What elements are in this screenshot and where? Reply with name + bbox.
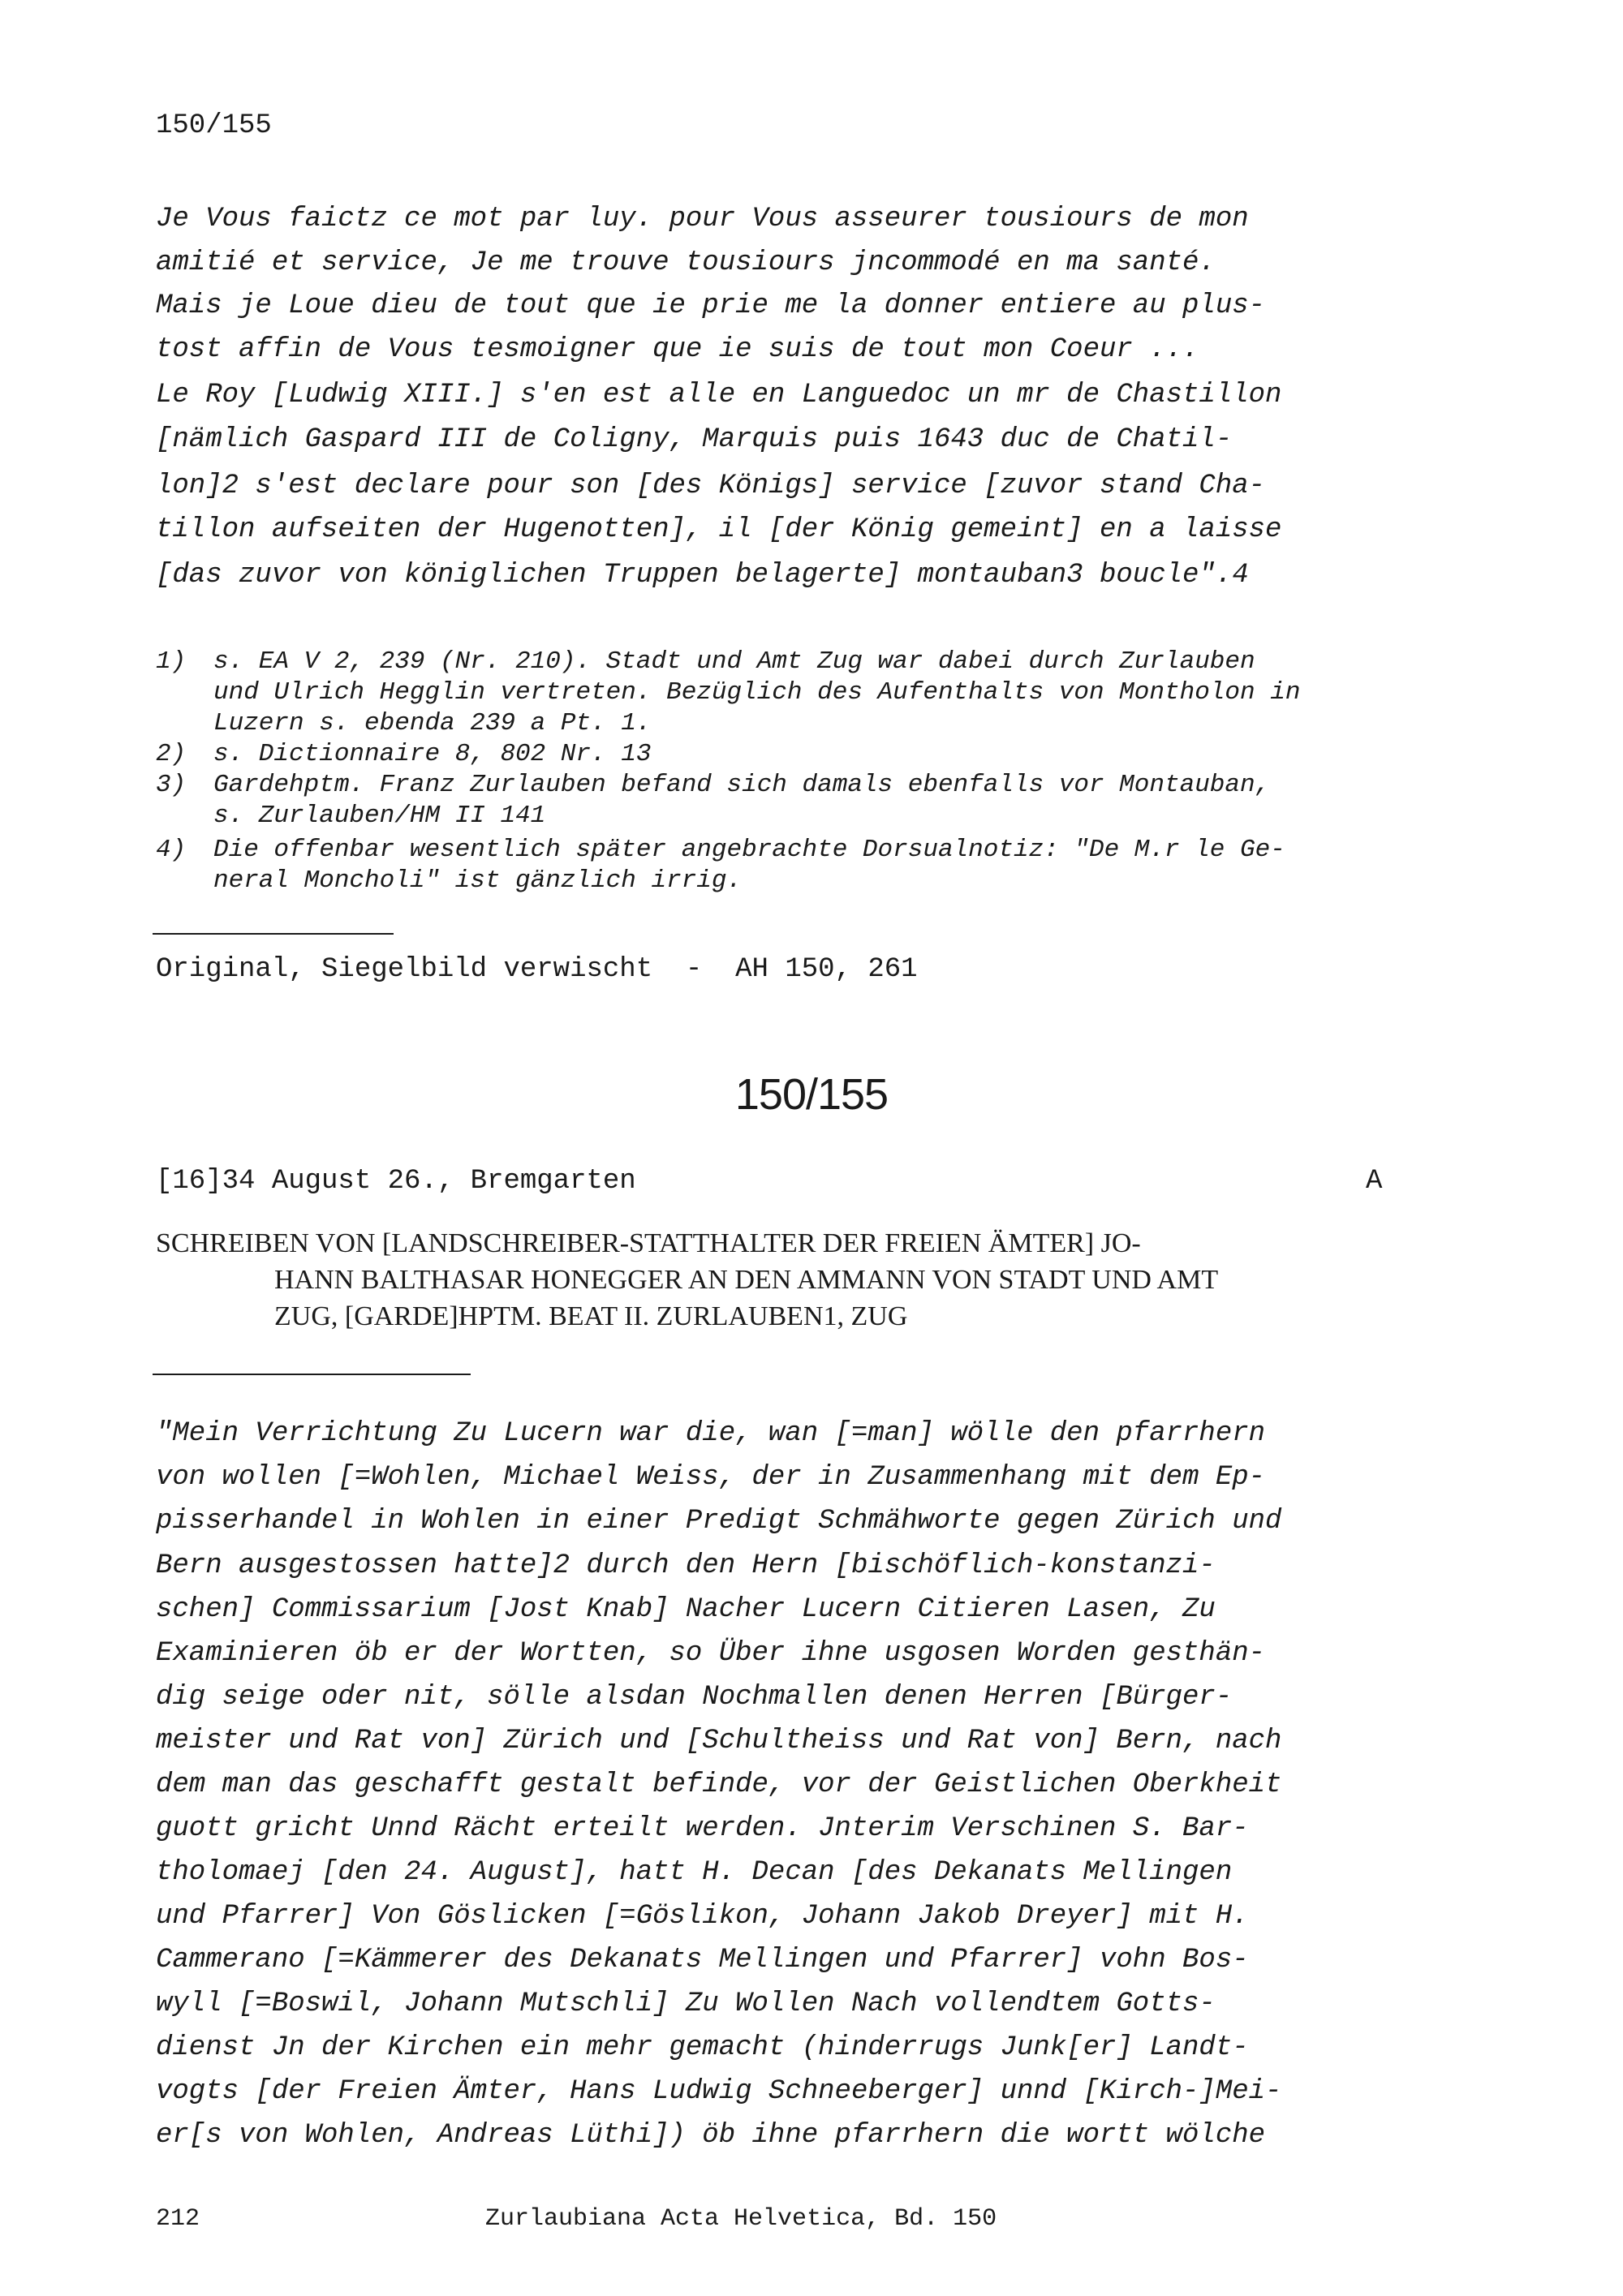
text-line: tost affin de Vous tesmoigner que ie suis de tout mon Coeur ...: [156, 334, 1199, 365]
text-line: amitié et service, Je me trouve tousiours jncommodé en ma santé.: [156, 247, 1216, 278]
text-line: Examinieren öb er der Wortten, so Über ihne usgosen Worden gesthän-: [156, 1638, 1266, 1669]
heading-line: HANN BALTHASAR HONEGGER AN DEN AMMANN VON STADT UND AMT: [274, 1265, 1219, 1295]
heading-line: SCHREIBEN VON [LANDSCHREIBER-STATTHALTER DER FREIEN ÄMTER] JO-: [156, 1228, 1141, 1258]
text-line: Je Vous faictz ce mot par luy. pour Vous asseurer tousiours de mon: [156, 204, 1249, 234]
classification: A: [1366, 1166, 1383, 1197]
text-line: tholomaej [den 24. August], hatt H. Decan [des Dekanats Mellingen: [156, 1857, 1233, 1888]
footnote-line: s. Zurlauben/HM II 141: [213, 802, 546, 830]
text-line: guott gricht Unnd Rächt erteilt werden. Jnterim Verschinen S. Bar-: [156, 1813, 1249, 1844]
page-label: 150/155: [156, 110, 272, 141]
text-line: [das zuvor von königlichen Truppen belagerte] montauban3 boucle".4: [156, 560, 1249, 591]
footnote-line: s. Dictionnaire 8, 802 Nr. 13: [213, 740, 652, 768]
footnote-line: Gardehptm. Franz Zurlauben befand sich damals ebenfalls vor Montauban,: [213, 771, 1271, 799]
text-line: pisserhandel in Wohlen in einer Predigt Schmähworte gegen Zürich und: [156, 1506, 1282, 1537]
text-line: [nämlich Gaspard III de Coligny, Marquis puis 1643 duc de Chatil-: [156, 424, 1233, 455]
footnote-line: Luzern s. ebenda 239 a Pt. 1.: [213, 709, 652, 737]
footer-page-number: 212: [156, 2205, 200, 2233]
text-line: dem man das geschafft gestalt befinde, vor der Geistlichen Oberkheit: [156, 1769, 1282, 1800]
text-line: wyll [=Boswil, Johann Mutschli] Zu Wollen Nach vollendtem Gotts-: [156, 1989, 1216, 2019]
footnote-line: Die offenbar wesentlich später angebrachte Dorsualnotiz: "De M.r le Ge-: [213, 836, 1285, 864]
text-line: Bern ausgestossen hatte]2 durch den Hern [bischöflich-konstanzi-: [156, 1550, 1216, 1581]
footnote-number: 2): [156, 740, 187, 768]
text-line: und Pfarrer] Von Göslicken [=Göslikon, Johann Jakob Dreyer] mit H.: [156, 1901, 1249, 1932]
divider-rule: [153, 933, 394, 935]
footer-publication: Zurlaubiana Acta Helvetica, Bd. 150: [485, 2205, 997, 2233]
text-line: tillon aufseiten der Hugenotten], il [der König gemeint] en a laisse: [156, 514, 1282, 545]
text-line: Cammerano [=Kämmerer des Dekanats Mellingen und Pfarrer] vohn Bos-: [156, 1945, 1249, 1976]
footnote-number: 1): [156, 647, 187, 676]
footnote-line: s. EA V 2, 239 (Nr. 210). Stadt und Amt Zug war dabei durch Zurlauben: [213, 647, 1255, 676]
footnote-number: 3): [156, 771, 187, 799]
footnote-line: neral Moncholi" ist gänzlich irrig.: [213, 866, 743, 895]
source-note: Original, Siegelbild verwischt - AH 150, 261: [156, 954, 918, 985]
text-line: dig seige oder nit, sölle alsdan Nochmallen denen Herren [Bürger-: [156, 1682, 1233, 1713]
heading-line: ZUG, [GARDE]HPTM. BEAT II. ZURLAUBEN1, ZUG: [274, 1301, 908, 1331]
text-line: vogts [der Freien Ämter, Hans Ludwig Schneeberger] unnd [Kirch-]Mei-: [156, 2076, 1282, 2107]
text-line: schen] Commissarium [Jost Knab] Nacher Lucern Citieren Lasen, Zu: [156, 1594, 1216, 1625]
footnote-line: und Ulrich Hegglin vertreten. Bezüglich des Aufenthalts von Montholon in: [213, 678, 1301, 707]
document-number: 150/155: [734, 1070, 889, 1119]
text-line: dienst Jn der Kirchen ein mehr gemacht (hinderrugs Junk[er] Landt-: [156, 2032, 1249, 2063]
footnote-number: 4): [156, 836, 187, 864]
text-line: "Mein Verrichtung Zu Lucern war die, wan [=man] wölle den pfarrhern: [156, 1418, 1266, 1449]
text-line: meister und Rat von] Zürich und [Schultheiss und Rat von] Bern, nach: [156, 1726, 1282, 1756]
date-place: [16]34 August 26., Bremgarten: [156, 1166, 636, 1197]
text-line: von wollen [=Wohlen, Michael Weiss, der in Zusammenhang mit dem Ep-: [156, 1462, 1266, 1493]
text-line: Le Roy [Ludwig XIII.] s'en est alle en Languedoc un mr de Chastillon: [156, 380, 1282, 411]
text-line: er[s von Wohlen, Andreas Lüthi]) öb ihne pfarrhern die wortt wölche: [156, 2120, 1266, 2151]
divider-rule: [153, 1374, 471, 1375]
text-line: lon]2 s'est declare pour son [des Königs] service [zuvor stand Cha-: [156, 471, 1266, 501]
text-line: Mais je Loue dieu de tout que ie prie me la donner entiere au plus-: [156, 290, 1266, 321]
